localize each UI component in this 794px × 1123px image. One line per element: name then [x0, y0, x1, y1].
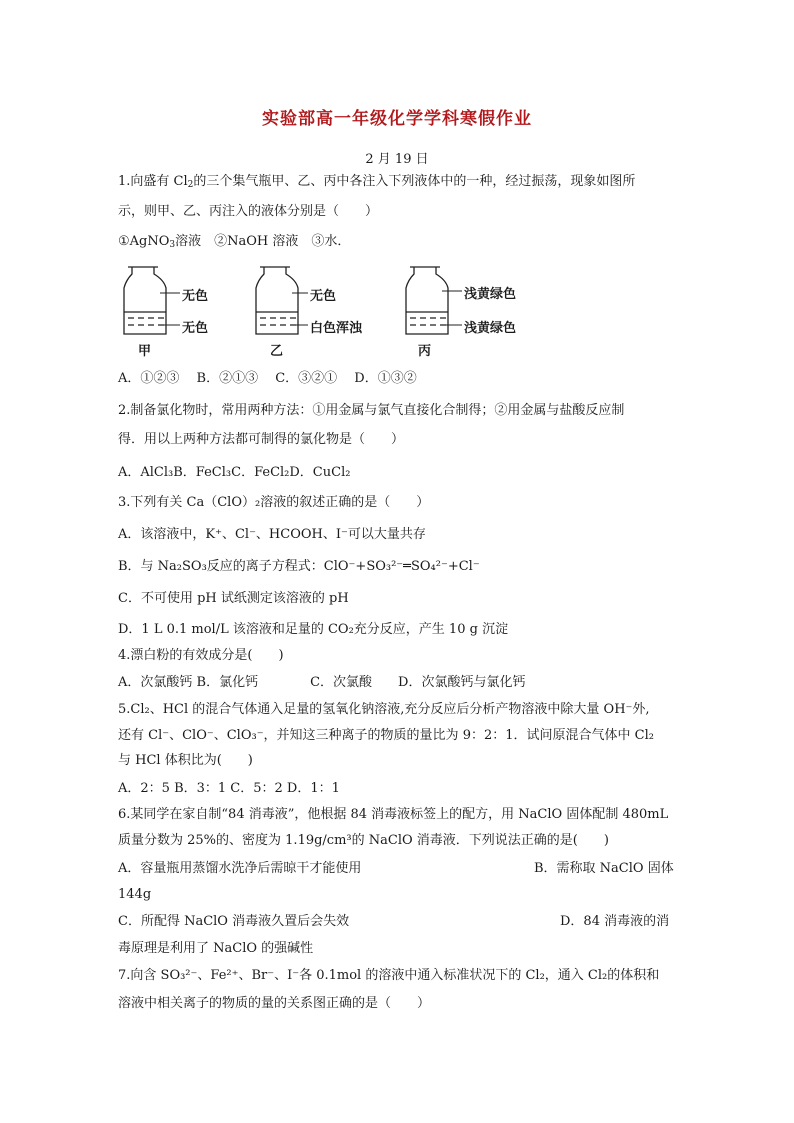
q3-option-c: C．不可使用 pH 试纸测定该溶液的 pH [118, 591, 349, 606]
q7-stem-line2: 溶液中相关离子的物质的量的关系图正确的是（ ） [118, 996, 431, 1011]
q6-option-c: C．所配得 NaClO 消毒液久置后会失效 [118, 914, 350, 929]
gas-bottles-diagram [118, 262, 538, 362]
q2-answers: A．AlCl₃B．FeCl₃C．FeCl₂D．CuCl₂ [118, 465, 351, 480]
q4-answers: A．次氯酸钙 B．氯化钙 C．次氯酸 D．次氯酸钙与氯化钙 [118, 675, 526, 690]
page-title: 实验部高一年级化学学科寒假作业 [262, 109, 532, 129]
bottle-bing-liquid [406, 312, 448, 325]
q7-stem-line1: 7.向含 SO₃²⁻、Fe²⁺、Br⁻、I⁻各 0.1mol 的溶液中通入标准状况下的 Cl₂，通入 Cl₂的体积和 [118, 968, 660, 983]
q1-stem-line1: 1.向盛有 $Cl_2$的三个集气瓶甲、乙、丙中各注入下列液体中的一种，经过振荡，现象如图所 [118, 174, 636, 190]
q6-option-b-continued: 144g [118, 887, 152, 902]
bottle-yi-name: 乙 [270, 344, 284, 359]
bottle-bing-top-label: 浅黄绿色 [464, 287, 517, 302]
bottle-yi-top-label: 无色 [310, 289, 337, 304]
bottle-jia-name: 甲 [138, 344, 152, 359]
q6-option-d-continued: 毒原理是利用了 NaClO 的强碱性 [118, 941, 314, 956]
q3-option-d: D．1 L 0.1 mol/L 该溶液和足量的 CO₂充分反应，产生 10 g 沉淀 [118, 622, 509, 637]
q6-option-a: A．容量瓶用蒸馏水洗净后需晾干才能使用 [118, 861, 362, 876]
q6-stem-line2: 质量分数为 25%的、密度为 1.19g/cm³的 NaClO 消毒液．下列说法正确的是( ) [118, 833, 609, 848]
q2-stem-line1: 2.制备氯化物时，常用两种方法：①用金属与氯气直接化合制得；②用金属与盐酸反应制 [118, 403, 625, 418]
q1-answers: A．①②③ B．②①③ C．③②① D．①③② [118, 371, 417, 386]
q3-stem: 3.下列有关 Ca（ClO）₂溶液的叙述正确的是（ ） [118, 495, 430, 510]
bottle-yi-liquid [256, 312, 298, 325]
bottle-jia-liquid [124, 312, 166, 325]
bottle-yi-outline [256, 267, 298, 334]
bottle-jia-bottom-label: 无色 [182, 321, 209, 336]
q2-stem-line2: 得．用以上两种方法都可制得的氯化物是（ ） [118, 432, 405, 447]
q4-stem: 4.漂白粉的有效成分是( ) [118, 648, 284, 663]
bottle-bing-name: 丙 [418, 344, 432, 359]
q6-stem-line1: 6.某同学在家自制“84 消毒液”，他根据 84 消毒液标签上的配方，用 NaClO 固体配制 480mL [118, 807, 669, 822]
q6-option-b: B．需称取 NaClO 固体 [534, 861, 674, 876]
q5-stem-line3: 与 HCl 体积比为( ) [118, 753, 253, 768]
bottle-bing-outline [406, 267, 448, 334]
q5-stem-line2: 还有 Cl⁻、ClO⁻、ClO₃⁻，并知这三种离子的物质的量比为 9：2：1．试问原混合气体中 Cl₂ [118, 728, 654, 743]
q3-option-b: B．与 Na₂SO₃反应的离子方程式：ClO⁻+SO₃²⁻═SO₄²⁻+Cl⁻ [118, 559, 480, 574]
q3-option-a: A．该溶液中，K⁺、Cl⁻、HCOOH、I⁻可以大量共存 [118, 527, 426, 542]
bottle-jia-top-label: 无色 [182, 289, 209, 304]
q1-liquid-options: ①AgNO$_3$溶液 ②NaOH 溶液 ③水． [118, 234, 351, 250]
q5-answers: A．2：5 B．3：1 C．5：2 D．1：1 [118, 781, 340, 796]
bottle-bing-bottom-label: 浅黄绿色 [464, 321, 517, 336]
bottle-jia-outline [124, 267, 166, 334]
q1-stem-line2: 示，则甲、乙、丙注入的液体分别是（ ） [118, 204, 379, 219]
q5-stem-line1: 5.Cl₂、HCl 的混合气体通入足量的氢氧化钠溶液,充分反应后分析产物溶液中除大量 OH⁻外, [118, 702, 650, 717]
q6-option-d: D．84 消毒液的消 [560, 914, 670, 929]
gas-bottle-figure [118, 262, 538, 362]
date-line: 2 月 19 日 [365, 152, 429, 167]
bottle-yi-bottom-label: 白色浑浊 [310, 321, 363, 336]
